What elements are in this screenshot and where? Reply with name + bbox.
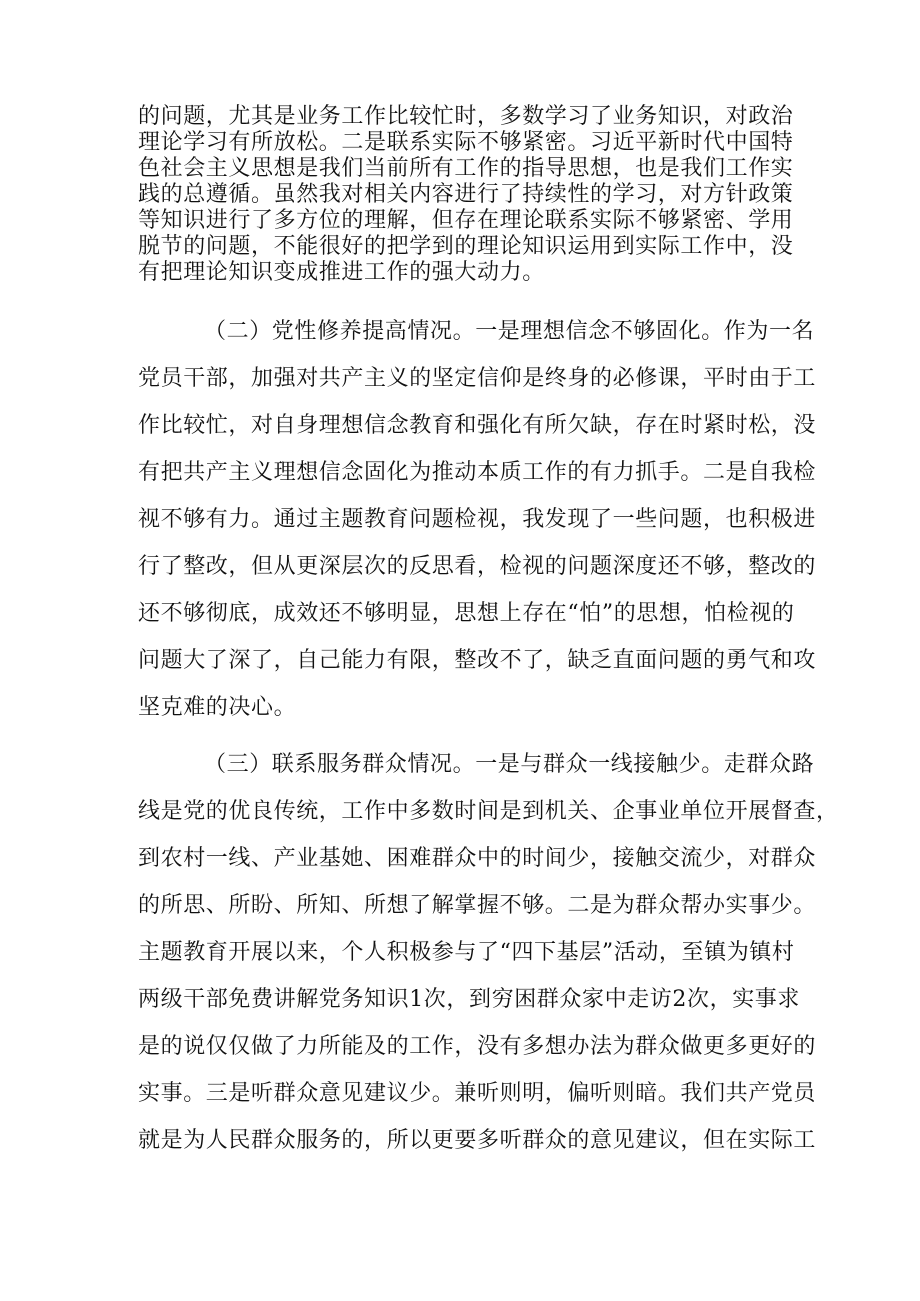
text-line: 有把共产主义理想信念固化为推动本质工作的有力抓手。二是自我检 [138, 460, 817, 485]
text-line: 两级干部免费讲解党务知识1次，到穷困群众家中走访2次，实事求 [138, 987, 800, 1012]
paragraph-heading-line: （二）党性修养提高情况。一是理想信念不够固化。作为一名 [204, 319, 815, 344]
text-line: 践的总遵循。虽然我对相关内容进行了持续性的学习，对方针政策 [138, 182, 794, 207]
text-line: 的所思、所盼、所知、所想了解掌握不够。二是为群众帮办实事少。 [138, 893, 817, 918]
text-line: 的问题，尤其是业务工作比较忙时，多数学习了业务知识，对政治 [138, 104, 794, 129]
text-line: 坚克难的决心。 [138, 695, 297, 720]
text-line: 到农村一线、产业基她、困难群众中的时间少，接触交流少，对群众 [138, 846, 817, 871]
text-line: 色社会主义思想是我们当前所有工作的指导思想，也是我们工作实 [138, 156, 794, 181]
text-line: 线是党的优良传统，工作中多数时间是到机关、企事业单位开展督查， [138, 799, 839, 824]
text-line: 作比较忙，对自身理想信念教育和强化有所欠缺，存在时紧时松，没 [138, 413, 817, 438]
text-line: 等知识进行了多方位的理解，但存在理论联系实际不够紧密、学用 [138, 208, 794, 233]
text-line: 问题大了深了，自己能力有限，整改不了，缺乏直面问题的勇气和攻 [138, 648, 817, 673]
text-line: 脱节的问题，不能很好的把学到的理论知识运用到实际工作中，没 [138, 234, 794, 259]
text-line: 视不够有力。通过主题教育问题检视，我发现了一些问题，也积极进 [138, 507, 817, 532]
text-line: 是的说仅仅做了力所能及的工作，没有多想办法为群众做更多更好的 [138, 1034, 817, 1059]
text-line: 还不够彻底，成效还不够明显，思想上存在“怕”的思想，怕检视的 [138, 601, 795, 626]
text-line: 行了整改，但从更深层次的反思看，检视的问题深度还不够，整改的 [138, 554, 817, 579]
text-line: 实事。三是听群众意见建议少。兼听则明，偏听则暗。我们共产党员 [138, 1081, 817, 1106]
paragraph-heading-line: （三）联系服务群众情况。一是与群众一线接触少。走群众路 [204, 752, 815, 777]
text-line: 有把理论知识变成推进工作的强大动力。 [138, 260, 545, 285]
text-line: 党员干部，加强对共产主义的坚定信仰是终身的必修课，平时由于工 [138, 366, 817, 391]
text-line: 主题教育开展以来，个人积极参与了“四下基层”活动，至镇为镇村 [138, 940, 795, 965]
text-line: 就是为人民群众服务的，所以更要多听群众的意见建议，但在实际工 [138, 1128, 817, 1153]
text-line: 理论学习有所放松。二是联系实际不够紧密。习近平新时代中国特 [138, 130, 794, 155]
